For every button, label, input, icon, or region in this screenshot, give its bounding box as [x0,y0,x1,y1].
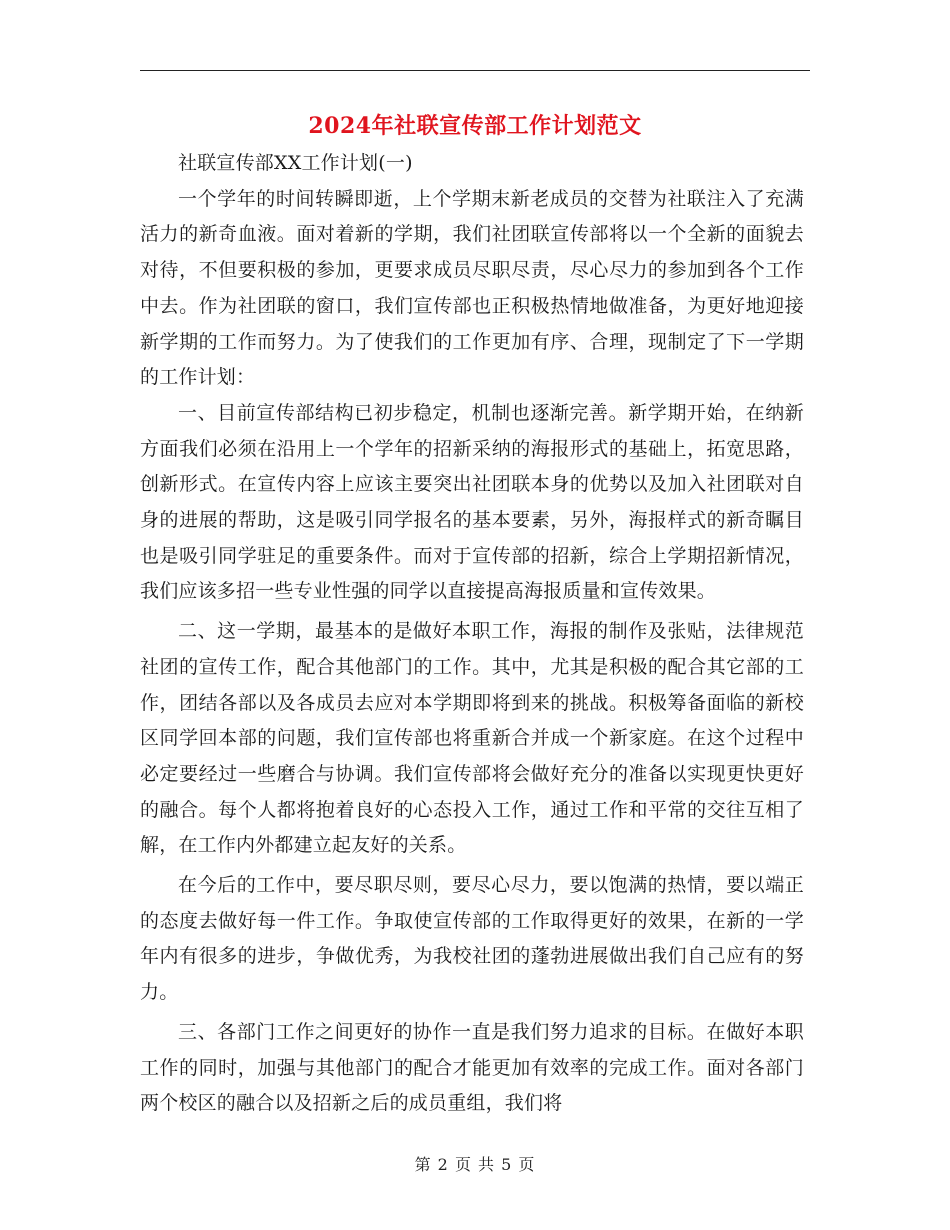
page-number-footer: 第 2 页 共 5 页 [414,1155,536,1174]
paragraph-intro: 一个学年的时间转瞬即逝，上个学期末新老成员的交替为社联注入了充满活力的新奇血液。面对着新的学期，我们社团联宣传部将以一个全新的面貌去对待，不但要积极的参加，更要求成员尽职尽责，尽心尽力的参加到各个工作中去。作为社团联的窗口，我们宣传部也正积极热情地做准备，为更好地迎接新学期的工作而努力。为了使我们的工作更加有序、合理，现制定了下一学期的工作计划： [140,187,804,389]
paragraph-section-3: 三、各部门工作之间更好的协作一直是我们努力追求的目标。在做好本职工作的同时，加强与其他部门的配合才能更加有效率的完成工作。面对各部门两个校区的融合以及招新之后的成员重组，我们将 [140,1020,804,1115]
section-subtitle: 社联宣传部XX工作计划(一) [178,152,413,174]
document-title: 2024年社联宣传部工作计划范文 [308,113,642,139]
header-rule [140,70,810,71]
document-body [140,146,804,1122]
paragraph-future-work: 在今后的工作中，要尽职尽则，要尽心尽力，要以饱满的热情，要以端正的态度去做好每一件工作。争取使宣传部的工作取得更好的效果，在新的一学年内有很多的进步，争做优秀，为我校社团的蓬勃进展做出我们自己应有的努力。 [140,874,804,1004]
paragraph-section-2: 二、这一学期，最基本的是做好本职工作，海报的制作及张贴，法律规范社团的宣传工作，配合其他部门的工作。其中，尤其是积极的配合其它部的工作，团结各部以及各成员去应对本学期即将到来的挑战。积极筹备面临的新校区同学回本部的问题，我们宣传部也将重新合并成一个新家庭。在这个过程中必定要经过一些磨合与协调。我们宣传部将会做好充分的准备以实现更快更好的融合。每个人都将抱着良好的心态投入工作，通过工作和平常的交往互相了解，在工作内外都建立起友好的关系。 [140,620,804,857]
paragraph-section-1: 一、目前宣传部结构已初步稳定，机制也逐渐完善。新学期开始，在纳新方面我们必须在沿用上一个学年的招新采纳的海报形式的基础上，拓宽思路，创新形式。在宣传内容上应该主要突出社团联本身的优势以及加入社团联对自身的进展的帮助，这是吸引同学报名的基本要素，另外，海报样式的新奇瞩目也是吸引同学驻足的重要条件。而对于宣传部的招新，综合上学期招新情况，我们应该多招一些专业性强的同学以直接提高海报质量和宣传效果。 [140,401,804,603]
